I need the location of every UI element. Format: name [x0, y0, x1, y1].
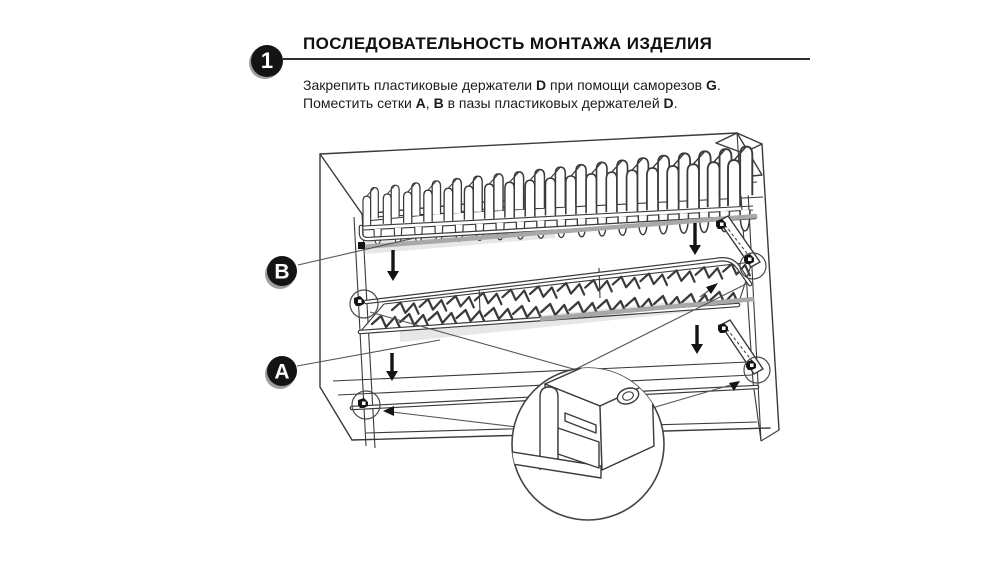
leader-a [297, 340, 440, 366]
label-a-badge [265, 356, 297, 389]
holder-d-mid-left [354, 296, 364, 306]
page-title: ПОСЛЕДОВАТЕЛЬНОСТЬ МОНТАЖА ИЗДЕЛИЯ [303, 34, 713, 53]
wire-shelf-a [354, 259, 754, 342]
label-b-badge [265, 256, 297, 289]
instruction-line-2: Поместить сетки A, B в пазы пластиковых держателей D. [303, 94, 678, 111]
plate-rack-b [358, 147, 763, 254]
label-b-text: B [274, 260, 290, 284]
instruction-line-1: Закрепить пластиковые держатели D при помощи саморезов G. [303, 77, 721, 93]
label-a-text: A [274, 360, 290, 384]
detail-magnifier [500, 361, 664, 520]
step-number-badge: 1 [251, 45, 283, 77]
title-underline [283, 58, 810, 60]
